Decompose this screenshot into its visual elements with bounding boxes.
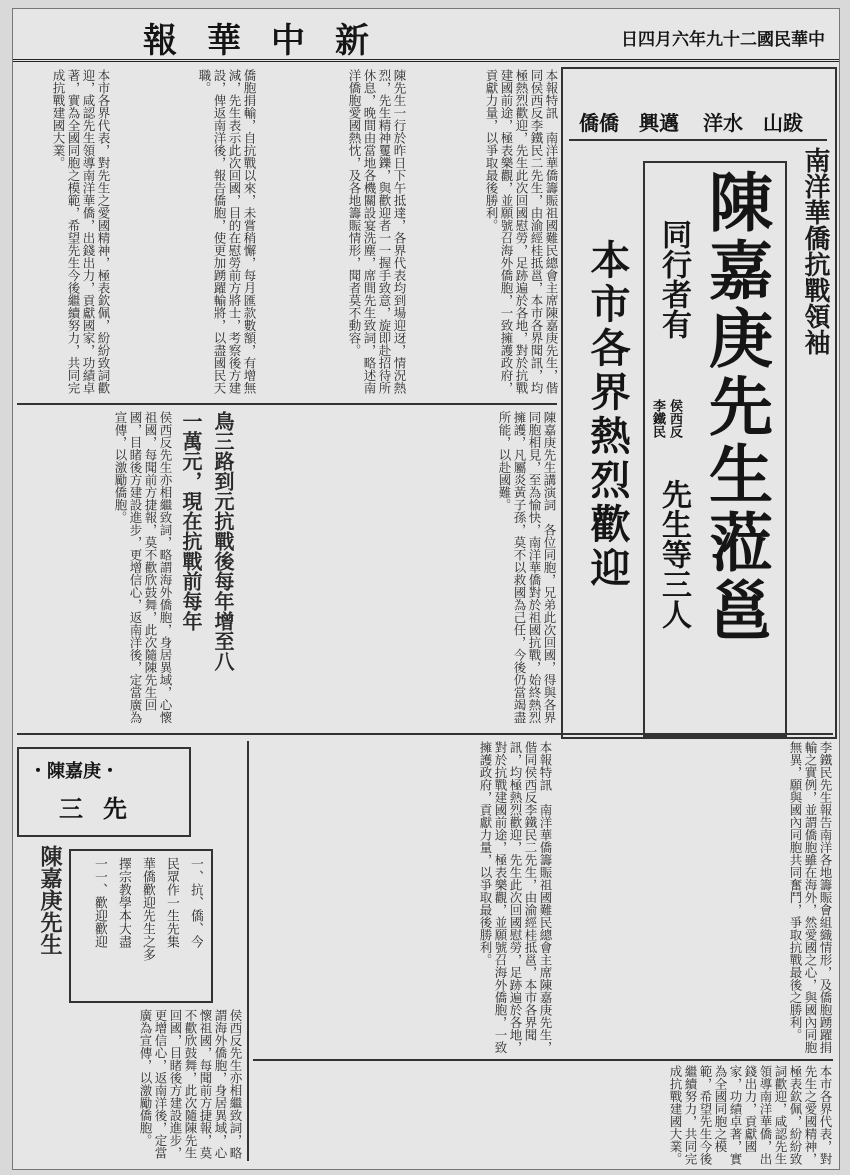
column-rule	[247, 741, 249, 1161]
section-rule	[253, 1059, 833, 1061]
mid-headline: 鳥三路到元抗戰後每年增至八	[211, 411, 235, 671]
article-column: 侯西反先生亦相繼致詞，略謂海外僑胞，身居異域，心懷祖國，每聞前方捷報，莫不歡欣鼓舞，此次隨陳先生回國，目睹後方建設進步，更增信心，返南洋後，定當廣為宣傳，以激勵僑胞。	[138, 1009, 243, 1159]
article-column: 本市各界代表，對先生之愛國精神，極表欽佩，紛紛致詞歡迎，咸認先生領導南洋華僑，出錢出力，貢獻國家，功績卓著，實為全國同胞之模範，希望先生今後繼續努力，共同完成抗戰建國大業。	[668, 1065, 833, 1165]
companions-label: 同行者有	[656, 219, 691, 339]
article-column: 本報特訊 南洋華僑籌賑祖國難民總會主席陳嘉庚先生，偕同侯西反李鐵民二先生，由渝經桂抵邕，本市各界聞訊，均極熱烈歡迎，先生此次回國慰勞，足跡遍於各地，對於抗戰建國前途，極表樂觀，並願號召海外僑胞，一致擁護政府，貢獻力量，以爭取最後勝利。	[484, 69, 559, 394]
headline-tag-left: 僑僑 興邁	[579, 111, 679, 135]
article-column: 本報特訊 南洋華僑籌賑祖國難民總會主席陳嘉庚先生，偕同侯西反李鐵民二先生，由渝經桂抵邕，本市各界聞訊，均極熱烈歡迎，先生此次回國慰勞，足跡遍於各地，對於抗戰建國前途，極表樂觀，並願號召海外僑胞，一致擁護政府，貢獻力量，以爭取最後勝利。	[478, 741, 553, 1054]
quote-line: 一一、歡迎歡迎	[92, 857, 107, 948]
headline-kicker: 南洋華僑抗戰領袖	[800, 147, 830, 355]
section-rule	[17, 733, 833, 735]
headline-name: 陳嘉庚先生蒞邕	[698, 169, 773, 645]
side-box	[17, 747, 191, 837]
masthead	[13, 9, 839, 62]
side-box-label-bottom: 三先	[59, 794, 147, 823]
headline-tag-right: 洋水 山跋	[703, 111, 803, 135]
article-column: 本市各界代表，對先生之愛國精神，極表欽佩，紛紛致詞歡迎，咸認先生領導南洋華僑，出錢出力，貢獻國家，功績卓著，實為全國同胞之模範，希望先生今後繼續努力，共同完成抗戰建國大業。	[51, 69, 111, 394]
article-column: 李鐵民先生報告南洋各地籌賑會組織情形，及僑胞踴躍捐輸之實例，並謂僑胞雖在海外，然愛國之心，與國內同胞無異，願與國內同胞共同奮鬥，爭取抗戰最後之勝利。	[788, 741, 833, 1054]
article-column: 陳先生一行於昨日下午抵達，各界代表均到場迎迓，情況熱烈，先生精神矍鑠，與歡迎者一一握手致意，旋即赴招待所休息，晚間由當地各機關設宴洗塵，席間先生致詞，略述南洋僑胞愛國熱忱，及各地籌賑情形，聞者莫不動容。	[347, 69, 407, 394]
article-column: 陳嘉庚先生講演詞 各位同胞，兄弟此次回國，得與各界同胞相見，至為愉快，南洋華僑對於祖國抗戰，始終熱烈擁護，凡屬炎黃子孫，莫不以救國為己任，今後仍當竭盡所能，以赴國難。	[497, 411, 557, 724]
article-column: 侯西反先生亦相繼致詞，略謂海外僑胞，身居異域，心懷祖國，每聞前方捷報，莫不歡欣鼓舞，此次隨陳先生回國，目睹後方建設進步，更增信心，返南洋後，定當廣為宣傳，以激勵僑胞。	[113, 411, 173, 724]
headline-block	[561, 67, 837, 739]
headline-rule	[569, 139, 827, 141]
quote-box	[69, 849, 213, 1003]
issue-date: 日四月六年九十二國民華中	[621, 30, 825, 50]
article-column: 僑胞捐輸，自抗戰以來，未嘗稍懈，每月匯款數額，有增無減，先生表示此次回國，目的在慰勞前方將士，考察後方建設，俾返南洋後，報告僑胞，使更加踴躍輸將，以盡國民天職。	[197, 69, 257, 394]
companions-names: 侯西反 李鐵民	[650, 399, 682, 438]
quote-line: 擇宗教學本大盡	[116, 857, 131, 948]
quote-line: 一、抗、僑、今	[188, 857, 203, 948]
sidebar-heading: 陳嘉庚先生	[37, 845, 63, 955]
newspaper-page	[12, 8, 840, 1170]
mid-headline-2: 一萬元，現在抗戰前每年	[179, 411, 203, 631]
headline-banner: 本市各界熱烈歡迎	[584, 239, 631, 591]
newspaper-title: 報華中新	[143, 21, 399, 61]
quote-line: 華僑歡迎先生之多	[140, 857, 155, 961]
side-box-label-top: ・陳嘉庚・	[29, 761, 119, 782]
quote-line: 民眾作一生先集	[164, 857, 179, 948]
companions-tail: 先生等三人	[656, 479, 691, 629]
section-rule	[17, 403, 557, 405]
